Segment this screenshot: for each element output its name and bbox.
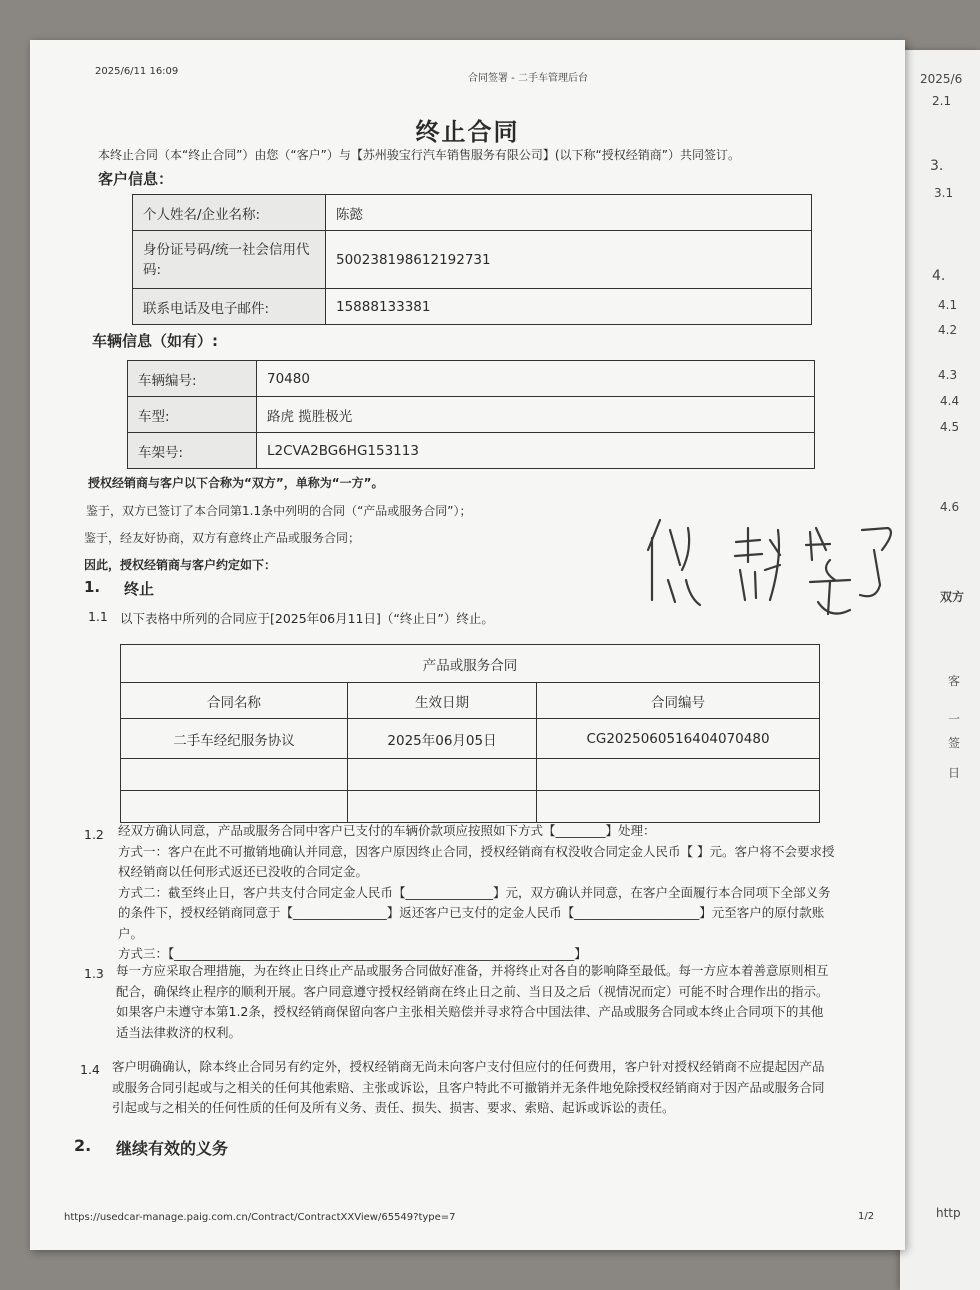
section-2-number: 2. bbox=[74, 1136, 92, 1155]
table-row bbox=[133, 231, 812, 289]
clause-number: 1.3 bbox=[84, 966, 104, 981]
clause-line: 引起或与之相关的任何性质的任何及所有义务、责任、损失、损害、要求、索赔、起诉或诉讼的责任。 bbox=[112, 1100, 675, 1115]
column-header: 合同名称 bbox=[121, 683, 348, 719]
product-contract-table bbox=[120, 644, 820, 823]
clause-number: 1.1 bbox=[88, 609, 108, 624]
table-row bbox=[128, 397, 815, 433]
back-page-text: 4. bbox=[932, 268, 946, 284]
table-header-row bbox=[121, 683, 820, 719]
recital-text: 因此，授权经销商与客户约定如下： bbox=[84, 558, 277, 572]
section-1-number: 1. bbox=[84, 578, 101, 596]
customer-section-title: 客户信息： bbox=[98, 170, 174, 188]
back-page-text: 4.1 bbox=[938, 298, 958, 312]
back-page bbox=[900, 50, 980, 1290]
handwritten-note bbox=[630, 510, 900, 630]
back-page-text: 3. bbox=[930, 158, 944, 174]
back-page-text: 客 bbox=[948, 674, 961, 688]
back-page-text: 日 bbox=[948, 766, 961, 780]
back-page-text: 签 bbox=[948, 736, 961, 750]
clause-line: 方式二：截至终止日，客户共支付合同定金人民币【______________】元，双方确认并同意，在客户全面履行本合同项下全部义务 bbox=[118, 884, 831, 900]
recital-text: 鉴于，双方已签订了本合同第1.1条中列明的合同（“产品或服务合同”）； bbox=[86, 504, 472, 518]
customer-phone-label: 联系电话及电子邮件: bbox=[133, 289, 326, 325]
clause-line: 配合，确保终止程序的顺利开展。客户同意遵守授权经销商在终止日之前、当日及之后（视情况而定）可能不时合理作出的指示。 bbox=[116, 983, 829, 999]
vehicle-model-label: 车型: bbox=[128, 397, 257, 433]
table-row bbox=[128, 361, 815, 397]
customer-id-label: 身份证号码/统一社会信用代码: bbox=[133, 231, 326, 289]
document-title: 终止合同 bbox=[415, 118, 520, 146]
page-number: 1/2 bbox=[858, 1211, 875, 1222]
section-1-title: 终止 bbox=[124, 580, 155, 598]
table-row bbox=[121, 645, 820, 683]
back-page-text: 4.6 bbox=[940, 500, 960, 514]
print-page-title: 合同签署 - 二手车管理后台 bbox=[468, 73, 588, 84]
clause-1-2-text bbox=[118, 821, 834, 965]
clause-1-4-text bbox=[112, 1057, 825, 1119]
customer-info-table bbox=[132, 194, 812, 325]
column-header: 合同编号 bbox=[537, 683, 820, 719]
table-row bbox=[133, 289, 812, 325]
vehicle-section-title: 车辆信息（如有）: bbox=[92, 332, 218, 350]
contract-page bbox=[30, 40, 905, 1250]
column-header: 生效日期 bbox=[348, 683, 537, 719]
clause-line: 或服务合同引起或与之相关的任何其他索赔、主张或诉讼，且客户特此不可撤销并无条件地免除授权经销商对于因产品或服务合同 bbox=[112, 1079, 825, 1095]
table-row bbox=[121, 759, 820, 791]
clause-line: 经双方确认同意，产品或服务合同中客户已支付的车辆价款项应按照如下方式【________】处理： bbox=[118, 823, 656, 838]
clause-line: 的条件下，授权经销商同意于【_______________】返还客户已支付的定金人民币【____________________】元至客户的原付款账 bbox=[118, 905, 825, 920]
contract-name-cell: 二手车经纪服务协议 bbox=[121, 719, 348, 759]
table-row bbox=[121, 719, 820, 759]
table-caption: 产品或服务合同 bbox=[121, 645, 820, 683]
effective-date-cell: 2025年06月05日 bbox=[348, 719, 537, 759]
vehicle-no-label: 车辆编号: bbox=[128, 361, 257, 397]
back-page-text: 4.3 bbox=[938, 368, 958, 382]
contract-number-cell: CG2025060516404070480 bbox=[537, 719, 820, 759]
clause-line: 方式一：客户在此不可撤销地确认并同意，因客户原因终止合同，授权经销商有权没收合同定金人民币【 】元。客户将不会要求授 bbox=[118, 843, 835, 859]
clause-line: 方式三：【________________________________________________________________】 bbox=[118, 946, 587, 961]
clause-1-3-text bbox=[116, 961, 829, 1043]
vehicle-no-value: 70480 bbox=[257, 361, 815, 397]
recital-text: 授权经销商与客户以下合称为“双方”，单称为“一方”。 bbox=[88, 476, 384, 490]
back-page-text: 双方 bbox=[940, 590, 965, 604]
print-url: https://usedcar-manage.paig.com.cn/Contract/ContractXXView/65549?type=7 bbox=[64, 1212, 456, 1223]
clause-line: 如果客户未遵守本第1.2条，授权经销商保留向客户主张相关赔偿并寻求符合中国法律、产品或服务合同或本终止合同项下的其他 bbox=[116, 1004, 824, 1019]
clause-line: 每一方应采取合理措施，为在终止日终止产品或服务合同做好准备，并将终止对各自的影响降至最低。每一方应本着善意原则相互 bbox=[116, 963, 829, 978]
back-page-text: http bbox=[936, 1206, 961, 1220]
clause-line: 客户明确确认，除本终止合同另有约定外，授权经销商无尚未向客户支付但应付的任何费用，客户针对授权经销商不应提起因产品 bbox=[112, 1059, 825, 1074]
table-row bbox=[128, 433, 815, 469]
vehicle-vin-label: 车架号: bbox=[128, 433, 257, 469]
recital-text: 鉴于，经友好协商，双方有意终止产品或服务合同； bbox=[84, 531, 361, 545]
clause-line: 户。 bbox=[118, 925, 144, 941]
clause-line: 权经销商以任何形式返还已没收的合同定金。 bbox=[118, 864, 369, 879]
back-page-text: 3.1 bbox=[934, 186, 954, 200]
customer-id-value: 500238198612192731 bbox=[326, 231, 812, 289]
back-page-text: 2025/6 bbox=[920, 72, 963, 86]
clause-1-1-text: 以下表格中所列的合同应于[2025年06月11日]（“终止日”）终止。 bbox=[120, 611, 494, 626]
back-page-text: 2.1 bbox=[932, 94, 952, 108]
table-row bbox=[133, 195, 812, 231]
vehicle-model-value: 路虎 揽胜极光 bbox=[257, 397, 815, 433]
clause-number: 1.4 bbox=[80, 1062, 100, 1077]
print-datetime: 2025/6/11 16:09 bbox=[95, 66, 179, 77]
customer-phone-value: 15888133381 bbox=[326, 289, 812, 325]
back-page-text: 一 bbox=[948, 712, 961, 726]
customer-name-value: 陈懿 bbox=[326, 195, 812, 231]
section-2-title: 继续有效的义务 bbox=[116, 1139, 229, 1158]
intro-text: 本终止合同（本“终止合同”）由您（“客户”）与【苏州骏宝行汽车销售服务有限公司】(以下称“授权经销商”）共同签订。 bbox=[98, 148, 740, 162]
back-page-text: 4.4 bbox=[940, 394, 960, 408]
vehicle-info-table bbox=[127, 360, 815, 469]
clause-line: 适当法律救济的权利。 bbox=[116, 1024, 242, 1040]
back-page-text: 4.5 bbox=[940, 420, 960, 434]
table-row bbox=[121, 791, 820, 823]
vehicle-vin-value: L2CVA2BG6HG153113 bbox=[257, 433, 815, 469]
back-page-text: 4.2 bbox=[938, 323, 958, 337]
customer-name-label: 个人姓名/企业名称: bbox=[133, 195, 326, 231]
clause-number: 1.2 bbox=[84, 827, 104, 842]
